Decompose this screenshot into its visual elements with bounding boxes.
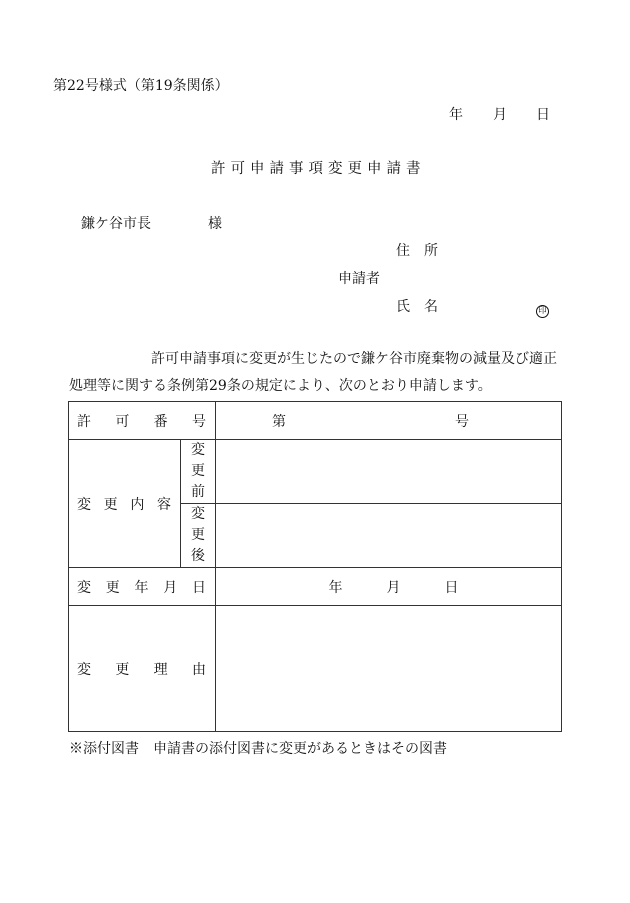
- number-suffix: 号: [455, 413, 469, 430]
- seal-icon: 印: [536, 305, 549, 318]
- footnote-prefix: ※添付図書: [69, 741, 139, 757]
- document-title: 許可申請事項変更申請書: [211, 161, 426, 177]
- change-date-row: [69, 568, 562, 606]
- before-label: 変 更 前: [191, 442, 205, 500]
- address-label: 住 所: [396, 243, 438, 259]
- addressee-honorific: 様: [208, 216, 222, 232]
- change-reason-row: [69, 606, 562, 732]
- date-line: [449, 106, 550, 124]
- change-date-year: 年: [328, 579, 343, 596]
- application-form-table: [68, 401, 562, 732]
- after-value-field[interactable]: [216, 504, 562, 568]
- change-reason-label: 変 更 理 由: [77, 661, 206, 678]
- change-reason-field[interactable]: [216, 606, 562, 732]
- footnote-text: 申請書の添付図書に変更があるときはその図書: [153, 741, 447, 757]
- change-date-label-cell: [69, 568, 216, 606]
- change-content-label-cell: [69, 440, 181, 568]
- change-before-row: [69, 440, 562, 504]
- number-prefix: 第: [272, 413, 286, 430]
- form-number-label: 第22号様式（第19条関係）: [53, 78, 229, 94]
- change-date-field[interactable]: [216, 568, 562, 606]
- body-line-2: 処理等に関する条例第29条の規定により、次のとおり申請します。: [69, 378, 492, 394]
- change-date-month: 月: [386, 579, 401, 596]
- addressee-name: 鎌ケ谷市長: [81, 216, 151, 232]
- date-day: 日: [536, 107, 550, 123]
- date-year: 年: [449, 107, 463, 123]
- body-line-1: 許可申請事項に変更が生じたので鎌ケ谷市廃棄物の減量及び適正: [151, 351, 557, 367]
- after-label: 変 更 後: [191, 506, 205, 564]
- name-label: 氏 名: [396, 299, 438, 315]
- applicant-label: 申請者: [338, 271, 380, 287]
- change-date-day: 日: [444, 579, 459, 596]
- change-date-label: 変 更 年 月 日: [77, 579, 206, 596]
- after-label-cell: [181, 504, 216, 568]
- before-value-field[interactable]: [216, 440, 562, 504]
- permit-number-field[interactable]: [216, 402, 562, 440]
- permit-number-row: [69, 402, 562, 440]
- seal-mark-wrap: [536, 300, 549, 318]
- date-month: 月: [493, 107, 507, 123]
- footnote: [69, 740, 447, 758]
- permit-number-label-cell: [69, 402, 216, 440]
- change-reason-label-cell: [69, 606, 216, 732]
- before-label-cell: [181, 440, 216, 504]
- permit-number-label: 許 可 番 号: [77, 413, 206, 430]
- change-content-label: 変 更 内 容: [77, 496, 171, 513]
